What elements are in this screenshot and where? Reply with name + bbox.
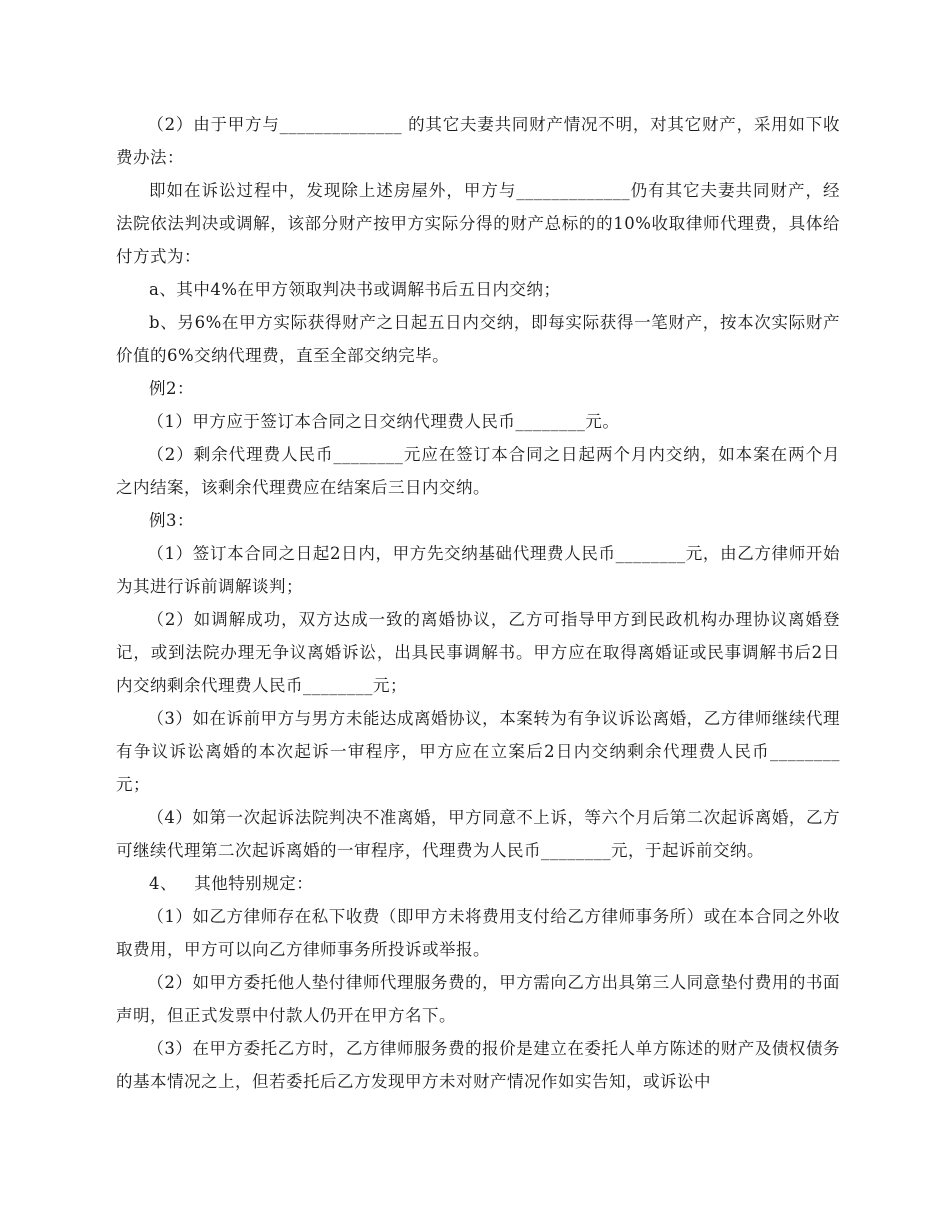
paragraph-example-2-item-2: （2）剩余代理费人民币________元应在签订本合同之日起两个月内交纳，如本案在两个月之内结案，该剩余代理费应在结案后三日内交纳。 bbox=[116, 445, 840, 497]
paragraph-example-3-item-2: （2）如调解成功，双方达成一致的离婚协议，乙方可指导甲方到民政机构办理协议离婚登记，或到法院办理无争议离婚诉讼，出具民事调解书。甲方应在取得离婚证或民事调解书后2日内交纳剩余代理费人民币________元； bbox=[116, 610, 840, 695]
document-page bbox=[116, 108, 840, 1098]
paragraph-fee-method-intro: （2）由于甲方与______________ 的其它夫妻共同财产情况不明，对其它财产，采用如下收费办法： bbox=[116, 115, 840, 167]
paragraph-example-2-heading: 例2： bbox=[149, 379, 194, 398]
paragraph-other-property: 即如在诉讼过程中，发现除上述房屋外，甲方与_____________仍有其它夫妻共同财产，经法院依法判决或调解，该部分财产按甲方实际分得的财产总标的的10%收取律师代理费，具体给付方式为： bbox=[116, 181, 840, 266]
paragraph-special-item-3: （3）在甲方委托乙方时，乙方律师服务费的报价是建立在委托人单方陈述的财产及债权债务的基本情况之上，但若委托后乙方发现甲方未对财产情况作如实告知，或诉讼中 bbox=[116, 1039, 840, 1091]
paragraph-item-a: a、其中4%在甲方领取判决书或调解书后五日内交纳； bbox=[149, 280, 561, 299]
paragraph-example-2-item-1: （1）甲方应于签订本合同之日交纳代理费人民币________元。 bbox=[147, 412, 620, 431]
paragraph-example-3-item-3: （3）如在诉前甲方与男方未能达成离婚协议，本案转为有争议诉讼离婚，乙方律师继续代理有争议诉讼离婚的本次起诉一审程序，甲方应在立案后2日内交纳剩余代理费人民币________元； bbox=[116, 709, 840, 794]
paragraph-item-b: b、另6%在甲方实际获得财产之日起五日内交纳，即每实际获得一笔财产，按本次实际财产价值的6%交纳代理费，直至全部交纳完毕。 bbox=[116, 313, 840, 365]
paragraph-example-3-heading: 例3： bbox=[149, 511, 194, 530]
paragraph-special-item-2: （2）如甲方委托他人垫付律师代理服务费的，甲方需向乙方出具第三人同意垫付费用的书面声明，但正式发票中付款人仍开在甲方名下。 bbox=[116, 973, 840, 1025]
paragraph-example-3-item-4: （4）如第一次起诉法院判决不准离婚，甲方同意不上诉，等六个月后第二次起诉离婚，乙方可继续代理第二次起诉离婚的一审程序，代理费为人民币________元，于起诉前交纳。 bbox=[116, 808, 840, 860]
paragraph-special-item-1: （1）如乙方律师存在私下收费（即甲方未将费用支付给乙方律师事务所）或在本合同之外收取费用，甲方可以向乙方律师事务所投诉或举报。 bbox=[116, 907, 840, 959]
section-heading-special-provisions: 4、 其他特别规定： bbox=[149, 874, 314, 893]
paragraph-example-3-item-1: （1）签订本合同之日起2日内，甲方先交纳基础代理费人民币________元，由乙方律师开始为其进行诉前调解谈判； bbox=[116, 544, 840, 596]
